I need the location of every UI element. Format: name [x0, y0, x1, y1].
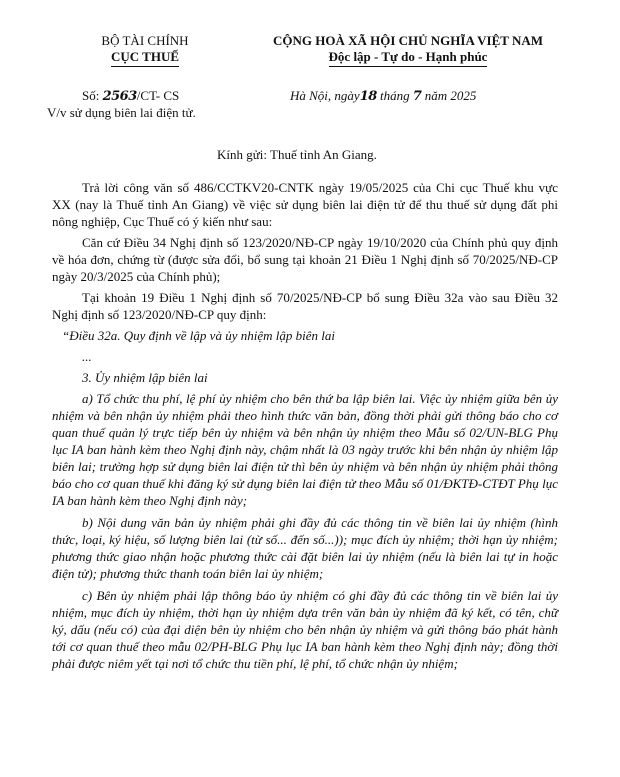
date-year: năm 2025 — [424, 88, 477, 103]
quoted-clause-title: 3. Ủy nhiệm lập biên lai — [82, 370, 208, 385]
national-motto: Độc lập - Tự do - Hạnh phúc — [329, 49, 488, 67]
letter-body — [52, 179, 558, 676]
parent-agency-name: BỘ TÀI CHÍNH — [101, 33, 189, 48]
quoted-point-b: b) Nội dung văn bản ủy nhiệm phải ghi đầy đủ các thông tin về biên lai ủy nhiệm (hình thức, loại, ký hiệu, số lượng biên lai (từ số... đến số...)); mục đích ủy nhiệm; thời hạn ủy nhiệm; phương thức giao nhận hoặc phương thức cài đặt biên lai ủy nhiệm (nếu là biên lai tự in hoặc điện tử); phương thức thanh toán biên lai ủy nhiệm; — [52, 515, 558, 581]
number-prefix: Số: — [82, 88, 100, 103]
quoted-article-title: “Điều 32a. Quy định về lập và ủy nhiệm lập biên lai — [62, 328, 335, 343]
number-suffix: /CT- CS — [136, 88, 180, 103]
handwritten-day: 18 — [359, 89, 377, 104]
nation-name: CỘNG HOÀ XÃ HỘI CHỦ NGHĨA VIỆT NAM — [272, 33, 544, 48]
recipient-line: Kính gửi: Thuế tỉnh An Giang. — [217, 147, 377, 162]
handwritten-number: 2563 — [102, 89, 137, 104]
body-paragraph: Căn cứ Điều 34 Nghị định số 123/2020/NĐ-CP ngày 19/10/2020 của Chính phủ quy định về hóa đơn, chứng từ (được sửa đổi, bổ sung tại khoản 21 Điều 1 Nghị định số 70/2025/NĐ-CP ngày 20/3/2025 của Chính phủ); — [52, 235, 558, 284]
agency-block — [70, 33, 220, 67]
quoted-point-a: a) Tổ chức thu phí, lệ phí ủy nhiệm cho bên thứ ba lập biên lai. Việc ủy nhiệm giữa bên ủy nhiệm và bên nhận ủy nhiệm phải theo hình thức văn bản, đồng thời phải gửi thông báo cho cơ quan thuế quản lý trực tiếp bên ủy nhiệm và bên nhận ủy nhiệm theo Mẫu số 02/UN-BLG Phụ lục IA ban hành kèm theo Nghị định này, chậm nhất là 03 ngày trước khi bên nhận ủy nhiệm lập biên lai; trường hợp sử dụng biên lai điện tử thì bên ủy nhiệm và bên nhận ủy nhiệm phải thông báo cho cơ quan thuế khi đăng ký sử dụng biên lai điện tử theo Mẫu số 01/ĐKTĐ-CTĐT Phụ lục IA ban hành kèm theo Nghị định này; — [52, 391, 558, 508]
date-prefix: Hà Nội, ngày — [290, 88, 360, 103]
handwritten-month: 7 — [412, 89, 422, 104]
date-month-word: tháng — [380, 88, 410, 103]
agency-name: CỤC THUẾ — [111, 49, 179, 67]
body-paragraph: Tại khoản 19 Điều 1 Nghị định số 70/2025/NĐ-CP bổ sung Điều 32a vào sau Điều 32 Nghị định số 123/2020/NĐ-CP quy định: — [52, 290, 558, 322]
document-date — [290, 88, 476, 105]
national-heading — [228, 33, 588, 67]
quoted-point-c: c) Bên ủy nhiệm phải lập thông báo ủy nhiệm có ghi đầy đủ các thông tin về biên lai ủy nhiệm, mục đích ủy nhiệm, thời hạn ủy nhiệm dựa trên văn bản ủy nhiệm đã ký kết, có tên, chữ ký, dấu (nếu có) của đại diện bên ủy nhiệm cho bên nhận ủy nhiệm và gửi thông báo phát hành tới cơ quan thuế theo mẫu 02/PH-BLG Phụ lục IA ban hành kèm theo Nghị định này; đồng thời phải được niêm yết tại nơi tổ chức thu tiền phí, lệ phí, tổ chức nhận ủy nhiệm; — [52, 588, 558, 671]
document-number — [82, 88, 179, 105]
document-subject: V/v sử dụng biên lai điện tử. — [47, 105, 196, 120]
ellipsis-line: ... — [82, 349, 92, 364]
body-paragraph: Trả lời công văn số 486/CCTKV20-CNTK ngày 19/05/2025 của Chi cục Thuế khu vực XX (nay là Thuế tỉnh An Giang) về việc sử dụng biên lai điện tử để thu thuế sử dụng đất phi nông nghiệp, Cục Thuế có ý kiến như sau: — [52, 180, 558, 229]
